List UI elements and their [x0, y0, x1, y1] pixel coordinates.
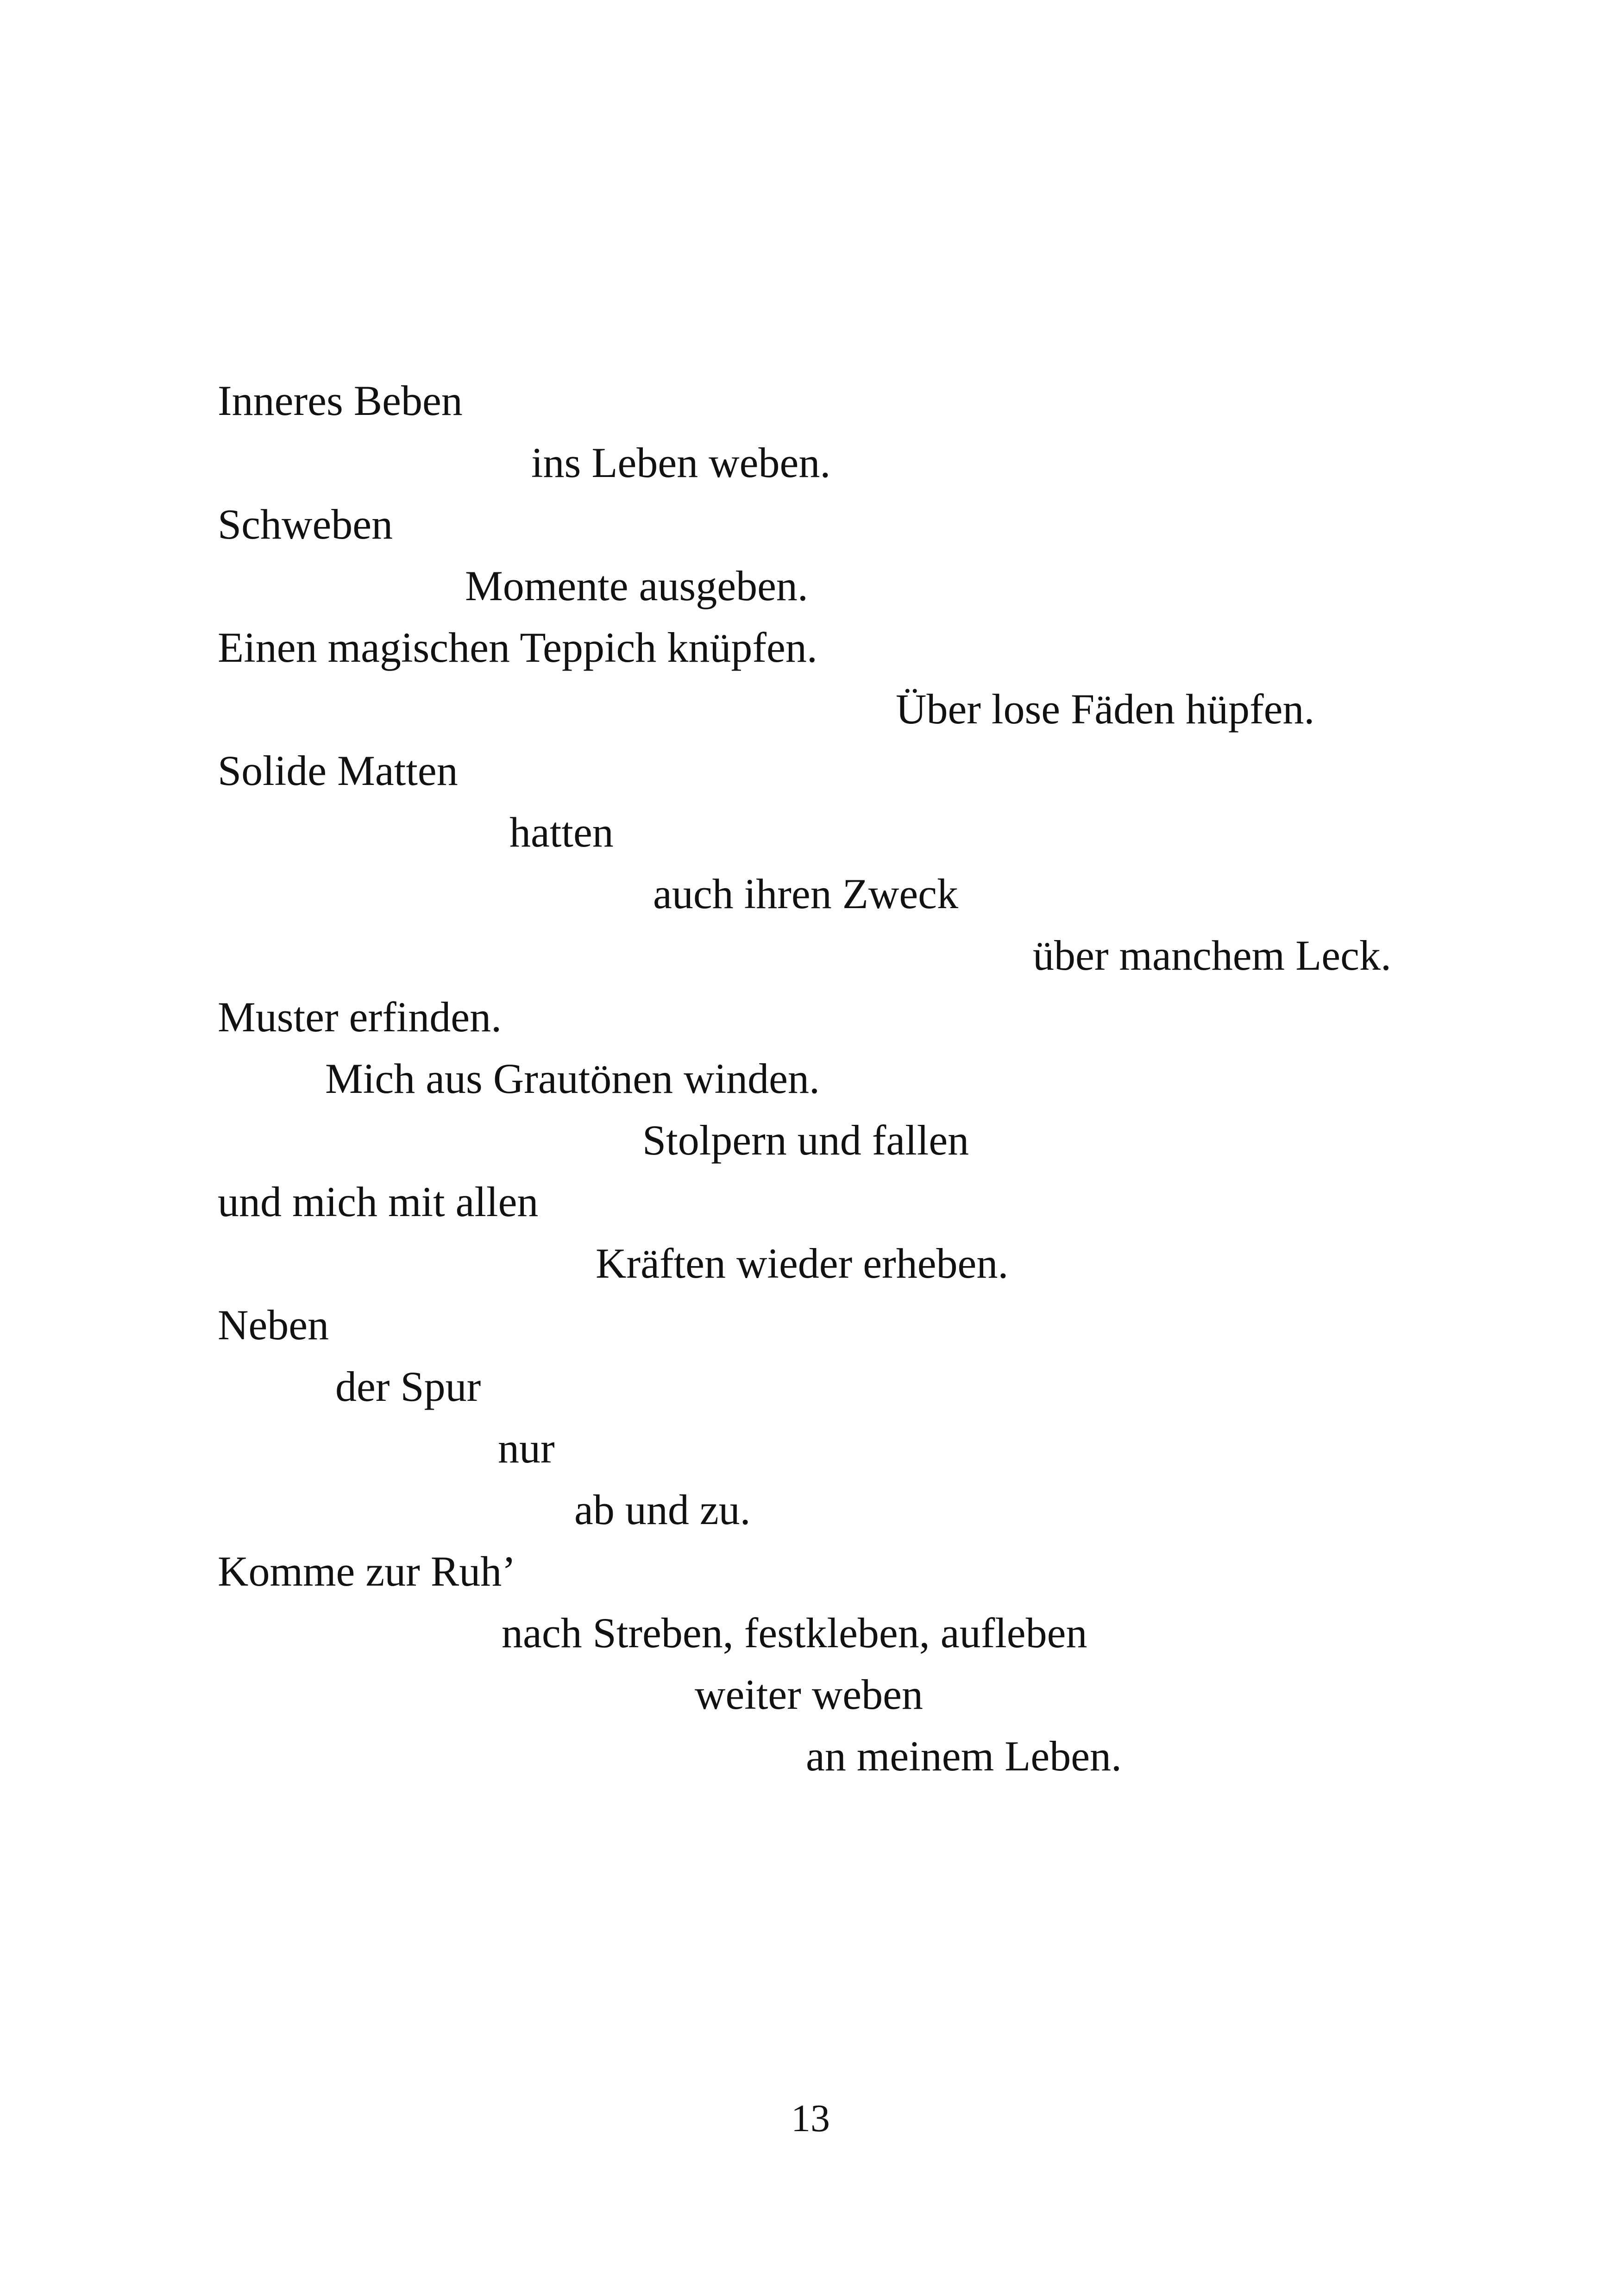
poem-line: Muster erfinden. — [218, 993, 502, 1041]
poem-line: Mich aus Grautönen winden. — [325, 1055, 820, 1102]
poem-line: Komme zur Ruh’ — [218, 1548, 516, 1595]
poem-line: ins Leben weben. — [531, 439, 831, 486]
poem-line: an meinem Leben. — [806, 1732, 1122, 1780]
poem-line: auch ihren Zweck — [653, 870, 959, 917]
poem-line: hatten — [509, 809, 614, 856]
poem-line: Solide Matten — [218, 747, 458, 794]
poem-line: Stolpern und fallen — [642, 1117, 969, 1164]
page-number: 13 — [791, 2097, 830, 2140]
poem-line: nur — [498, 1424, 555, 1472]
poem-line: weiter weben — [695, 1671, 923, 1718]
poem-line: Kräften wieder erheben. — [596, 1240, 1009, 1287]
poem-line: Neben — [218, 1301, 329, 1349]
poem-line: Schweben — [218, 501, 393, 548]
poem-line: nach Streben, festkleben, aufleben — [502, 1609, 1087, 1656]
poem-line: Über lose Fäden hüpfen. — [896, 685, 1315, 733]
poem-line: und mich mit allen — [218, 1178, 539, 1225]
poem-line: ab und zu. — [574, 1486, 751, 1533]
poem-line: der Spur — [335, 1363, 481, 1410]
poem-line: Momente ausgeben. — [465, 562, 808, 609]
poem-line: Einen magischen Teppich knüpfen. — [218, 624, 817, 671]
poem-line: über manchem Leck. — [1033, 932, 1391, 979]
poem-line: Inneres Beben — [218, 377, 463, 424]
